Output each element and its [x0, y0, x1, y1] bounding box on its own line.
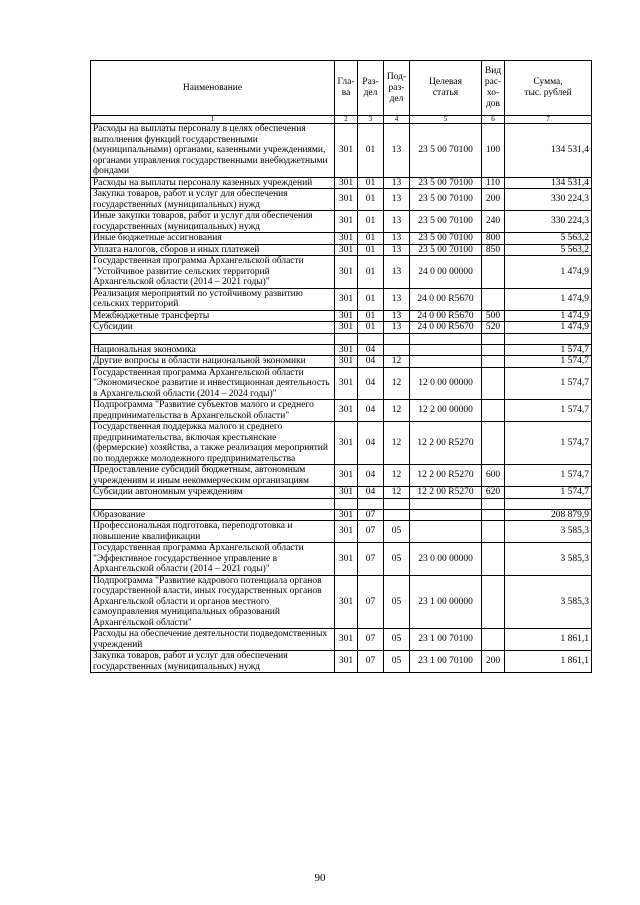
cell-podrazdel — [384, 333, 410, 344]
cell-sum: 1 574,7 — [505, 344, 592, 356]
cell-podrazdel: 05 — [384, 651, 410, 673]
cell-razdel: 01 — [358, 256, 384, 289]
cell-podrazdel: 13 — [384, 211, 410, 233]
cell-target-article: 12 0 00 00000 — [410, 367, 482, 400]
cell-podrazdel: 05 — [384, 543, 410, 576]
table-row — [91, 367, 592, 400]
cell-expense-type: 850 — [482, 244, 505, 256]
cell-glava: 301 — [335, 367, 358, 400]
cell-sum: 330 224,3 — [505, 189, 592, 211]
header-sum: Сумма, тыс. рублей — [505, 61, 592, 116]
cell-razdel: 04 — [358, 487, 384, 499]
table-row — [91, 322, 592, 334]
cell-target-article: 23 1 00 00000 — [410, 575, 482, 629]
column-number: 5 — [410, 116, 482, 124]
cell-name: Закупка товаров, работ и услуг для обеспечения государственных (муниципальных) нужд — [91, 651, 335, 673]
cell-name: Подпрограмма "Развитие субъектов малого и среднего предпринимательства в Архангельской области" — [91, 400, 335, 422]
cell-expense-type: 200 — [482, 189, 505, 211]
cell-expense-type: 110 — [482, 177, 505, 189]
table-row — [91, 233, 592, 245]
cell-podrazdel: 13 — [384, 288, 410, 310]
cell-expense-type — [482, 521, 505, 543]
cell-sum: 1 474,9 — [505, 288, 592, 310]
cell-glava: 301 — [335, 487, 358, 499]
cell-name: Иные закупки товаров, работ и услуг для обеспечения государственных (муниципальных) нужд — [91, 211, 335, 233]
cell-name: Субсидии автономным учреждениям — [91, 487, 335, 499]
cell-name: Профессиональная подготовка, переподготовка и повышение квалификации — [91, 521, 335, 543]
cell-razdel: 07 — [358, 629, 384, 651]
cell-target-article: 24 0 00 R5670 — [410, 288, 482, 310]
table-row — [91, 543, 592, 576]
cell-target-article: 23 5 00 70100 — [410, 189, 482, 211]
cell-glava: 301 — [335, 543, 358, 576]
cell-expense-type: 500 — [482, 310, 505, 322]
cell-razdel — [358, 333, 384, 344]
cell-target-article: 23 5 00 70100 — [410, 124, 482, 178]
cell-glava: 301 — [335, 356, 358, 368]
cell-podrazdel — [384, 344, 410, 356]
cell-podrazdel: 12 — [384, 487, 410, 499]
cell-name: Иные бюджетные ассигнования — [91, 233, 335, 245]
cell-razdel: 01 — [358, 233, 384, 245]
cell-name: Предоставление субсидий бюджетным, автономным учреждениям и иным некоммерческим организациям — [91, 465, 335, 487]
table-row — [91, 498, 592, 509]
table-row — [91, 124, 592, 178]
cell-sum: 134 531,4 — [505, 124, 592, 178]
cell-sum: 1 574,7 — [505, 465, 592, 487]
cell-sum: 208 879,9 — [505, 509, 592, 521]
table-row — [91, 356, 592, 368]
header-expense-type: Вид рас- хо- дов — [482, 61, 505, 116]
cell-expense-type — [482, 356, 505, 368]
cell-target-article: 12 2 00 00000 — [410, 400, 482, 422]
table-row — [91, 288, 592, 310]
budget-table — [90, 60, 592, 673]
cell-name: Государственная программа Архангельской области "Экономическое развитие и инвестиционная деятельность в Архангельской области (2014 – 2024 годы)" — [91, 367, 335, 400]
cell-sum: 1 574,7 — [505, 422, 592, 465]
cell-podrazdel: 12 — [384, 356, 410, 368]
cell-target-article — [410, 521, 482, 543]
cell-glava: 301 — [335, 256, 358, 289]
cell-name: Подпрограмма "Развитие кадрового потенциала органов государственной власти, иных государственных органов Архангельской области и органов местного самоуправления муниципальных образований Архангельской области" — [91, 575, 335, 629]
column-number: 2 — [335, 116, 358, 124]
cell-sum: 3 585,3 — [505, 521, 592, 543]
cell-glava: 301 — [335, 211, 358, 233]
table-row — [91, 244, 592, 256]
table-row — [91, 521, 592, 543]
cell-glava: 301 — [335, 310, 358, 322]
cell-target-article: 12 2 00 R5270 — [410, 487, 482, 499]
cell-expense-type — [482, 344, 505, 356]
cell-name: Государственная программа Архангельской области "Устойчивое развитие сельских территорий Архангельской области (2014 – 2021 годы)" — [91, 256, 335, 289]
cell-expense-type — [482, 256, 505, 289]
cell-glava: 301 — [335, 177, 358, 189]
cell-target-article — [410, 509, 482, 521]
cell-target-article: 24 0 00 00000 — [410, 256, 482, 289]
cell-glava: 301 — [335, 244, 358, 256]
cell-razdel: 07 — [358, 509, 384, 521]
cell-sum: 1 474,9 — [505, 256, 592, 289]
cell-razdel: 01 — [358, 244, 384, 256]
column-number: 3 — [358, 116, 384, 124]
table-body — [91, 124, 592, 673]
cell-target-article: 24 0 00 R5670 — [410, 322, 482, 334]
cell-expense-type — [482, 367, 505, 400]
cell-podrazdel: 12 — [384, 422, 410, 465]
cell-podrazdel: 12 — [384, 367, 410, 400]
cell-sum: 5 563,2 — [505, 244, 592, 256]
header-podrazdel: Под- раз- дел — [384, 61, 410, 116]
cell-target-article: 23 5 00 70100 — [410, 211, 482, 233]
page-number: 90 — [314, 872, 326, 884]
cell-podrazdel: 12 — [384, 465, 410, 487]
cell-sum: 5 563,2 — [505, 233, 592, 245]
cell-target-article: 23 5 00 70100 — [410, 233, 482, 245]
column-number: 4 — [384, 116, 410, 124]
cell-target-article: 12 2 00 R5270 — [410, 465, 482, 487]
cell-sum — [505, 498, 592, 509]
cell-expense-type: 100 — [482, 124, 505, 178]
cell-target-article: 23 1 00 70100 — [410, 629, 482, 651]
cell-podrazdel: 05 — [384, 629, 410, 651]
cell-razdel: 07 — [358, 543, 384, 576]
header-name: Наименование — [91, 61, 335, 116]
cell-sum — [505, 333, 592, 344]
cell-razdel: 01 — [358, 189, 384, 211]
cell-glava: 301 — [335, 124, 358, 178]
cell-name: Уплата налогов, сборов и иных платежей — [91, 244, 335, 256]
table-row — [91, 256, 592, 289]
cell-expense-type: 520 — [482, 322, 505, 334]
table-row — [91, 211, 592, 233]
cell-name: Другие вопросы в области национальной экономики — [91, 356, 335, 368]
cell-target-article — [410, 333, 482, 344]
cell-expense-type: 240 — [482, 211, 505, 233]
cell-razdel: 01 — [358, 211, 384, 233]
cell-razdel: 01 — [358, 177, 384, 189]
cell-name: Государственная поддержка малого и среднего предпринимательства, включая крестьянские (фермерские) хозяйства, а также реализация мероприятий по поддержке молодежного предпринимательства — [91, 422, 335, 465]
cell-expense-type: 620 — [482, 487, 505, 499]
cell-podrazdel: 13 — [384, 310, 410, 322]
cell-sum: 1 474,9 — [505, 310, 592, 322]
cell-podrazdel: 13 — [384, 189, 410, 211]
cell-podrazdel: 13 — [384, 256, 410, 289]
cell-razdel: 04 — [358, 465, 384, 487]
cell-razdel: 01 — [358, 124, 384, 178]
cell-target-article: 23 5 00 70100 — [410, 244, 482, 256]
cell-podrazdel: 13 — [384, 244, 410, 256]
cell-expense-type: 800 — [482, 233, 505, 245]
cell-sum: 1 861,1 — [505, 629, 592, 651]
table-row — [91, 575, 592, 629]
cell-target-article — [410, 344, 482, 356]
cell-sum: 3 585,3 — [505, 575, 592, 629]
cell-glava: 301 — [335, 629, 358, 651]
cell-name: Образование — [91, 509, 335, 521]
cell-expense-type — [482, 288, 505, 310]
cell-sum: 1 574,7 — [505, 400, 592, 422]
cell-expense-type — [482, 422, 505, 465]
cell-glava: 301 — [335, 189, 358, 211]
table-row — [91, 465, 592, 487]
cell-glava: 301 — [335, 465, 358, 487]
cell-target-article: 12 2 00 R5270 — [410, 422, 482, 465]
column-number-row — [91, 116, 592, 124]
cell-expense-type — [482, 400, 505, 422]
column-number: 1 — [91, 116, 335, 124]
cell-podrazdel: 13 — [384, 124, 410, 178]
cell-glava: 301 — [335, 322, 358, 334]
cell-name: Национальная экономика — [91, 344, 335, 356]
header-razdel: Раз- дел — [358, 61, 384, 116]
cell-razdel: 01 — [358, 322, 384, 334]
cell-glava: 301 — [335, 521, 358, 543]
cell-sum: 1 574,7 — [505, 356, 592, 368]
cell-expense-type — [482, 509, 505, 521]
cell-name: Государственная программа Архангельской области "Эффективное государственное управление в Архангельской области (2014 – 2021 годы)" — [91, 543, 335, 576]
cell-sum: 1 574,7 — [505, 487, 592, 499]
cell-name: Расходы на обеспечение деятельности подведомственных учреждений — [91, 629, 335, 651]
cell-expense-type: 600 — [482, 465, 505, 487]
cell-podrazdel: 05 — [384, 521, 410, 543]
header-target-article: Целевая статья — [410, 61, 482, 116]
cell-glava: 301 — [335, 509, 358, 521]
cell-glava: 301 — [335, 422, 358, 465]
cell-razdel: 04 — [358, 356, 384, 368]
cell-podrazdel — [384, 498, 410, 509]
cell-razdel: 04 — [358, 400, 384, 422]
cell-expense-type — [482, 333, 505, 344]
cell-expense-type — [482, 543, 505, 576]
cell-name — [91, 333, 335, 344]
table-row — [91, 344, 592, 356]
cell-podrazdel: 05 — [384, 575, 410, 629]
column-number: 7 — [505, 116, 592, 124]
table-row — [91, 189, 592, 211]
cell-target-article — [410, 498, 482, 509]
cell-glava: 301 — [335, 575, 358, 629]
table-row — [91, 651, 592, 673]
cell-razdel: 07 — [358, 651, 384, 673]
table-row — [91, 509, 592, 521]
cell-name: Закупка товаров, работ и услуг для обеспечения государственных (муниципальных) нужд — [91, 189, 335, 211]
table-row — [91, 177, 592, 189]
table-row — [91, 333, 592, 344]
cell-expense-type: 200 — [482, 651, 505, 673]
cell-podrazdel: 13 — [384, 233, 410, 245]
cell-glava: 301 — [335, 651, 358, 673]
cell-name: Реализация мероприятий по устойчивому развитию сельских территорий — [91, 288, 335, 310]
cell-target-article: 23 1 00 70100 — [410, 651, 482, 673]
table-header-row — [91, 61, 592, 116]
cell-name: Расходы на выплаты персоналу казенных учреждений — [91, 177, 335, 189]
table-row — [91, 629, 592, 651]
cell-target-article: 23 0 00 00000 — [410, 543, 482, 576]
cell-podrazdel — [384, 509, 410, 521]
cell-razdel: 04 — [358, 367, 384, 400]
cell-name: Расходы на выплаты персоналу в целях обеспечения выполнения функций государственными (муниципальными) органами, казенными учреждениями, органами управления государственными внебюджетными фондами — [91, 124, 335, 178]
cell-razdel: 01 — [358, 310, 384, 322]
cell-sum: 330 224,3 — [505, 211, 592, 233]
cell-name: Субсидии — [91, 322, 335, 334]
column-number: 6 — [482, 116, 505, 124]
cell-razdel — [358, 498, 384, 509]
table-row — [91, 487, 592, 499]
table-row — [91, 400, 592, 422]
header-glava: Гла- ва — [335, 61, 358, 116]
cell-target-article: 24 0 00 R5670 — [410, 310, 482, 322]
cell-sum: 134 531,4 — [505, 177, 592, 189]
cell-razdel: 07 — [358, 521, 384, 543]
cell-razdel: 01 — [358, 288, 384, 310]
cell-sum: 1 474,9 — [505, 322, 592, 334]
cell-sum: 1 574,7 — [505, 367, 592, 400]
cell-target-article: 23 5 00 70100 — [410, 177, 482, 189]
cell-glava: 301 — [335, 344, 358, 356]
cell-razdel: 07 — [358, 575, 384, 629]
cell-name: Межбюджетные трансферты — [91, 310, 335, 322]
cell-podrazdel: 13 — [384, 177, 410, 189]
cell-glava: 301 — [335, 233, 358, 245]
cell-name — [91, 498, 335, 509]
cell-target-article — [410, 356, 482, 368]
table-row — [91, 310, 592, 322]
cell-sum: 1 861,1 — [505, 651, 592, 673]
cell-podrazdel: 12 — [384, 400, 410, 422]
cell-razdel: 04 — [358, 344, 384, 356]
cell-expense-type — [482, 575, 505, 629]
cell-glava — [335, 498, 358, 509]
cell-podrazdel: 13 — [384, 322, 410, 334]
cell-expense-type — [482, 498, 505, 509]
cell-glava: 301 — [335, 288, 358, 310]
cell-razdel: 04 — [358, 422, 384, 465]
cell-expense-type — [482, 629, 505, 651]
cell-glava: 301 — [335, 400, 358, 422]
cell-glava — [335, 333, 358, 344]
cell-sum: 3 585,3 — [505, 543, 592, 576]
table-row — [91, 422, 592, 465]
